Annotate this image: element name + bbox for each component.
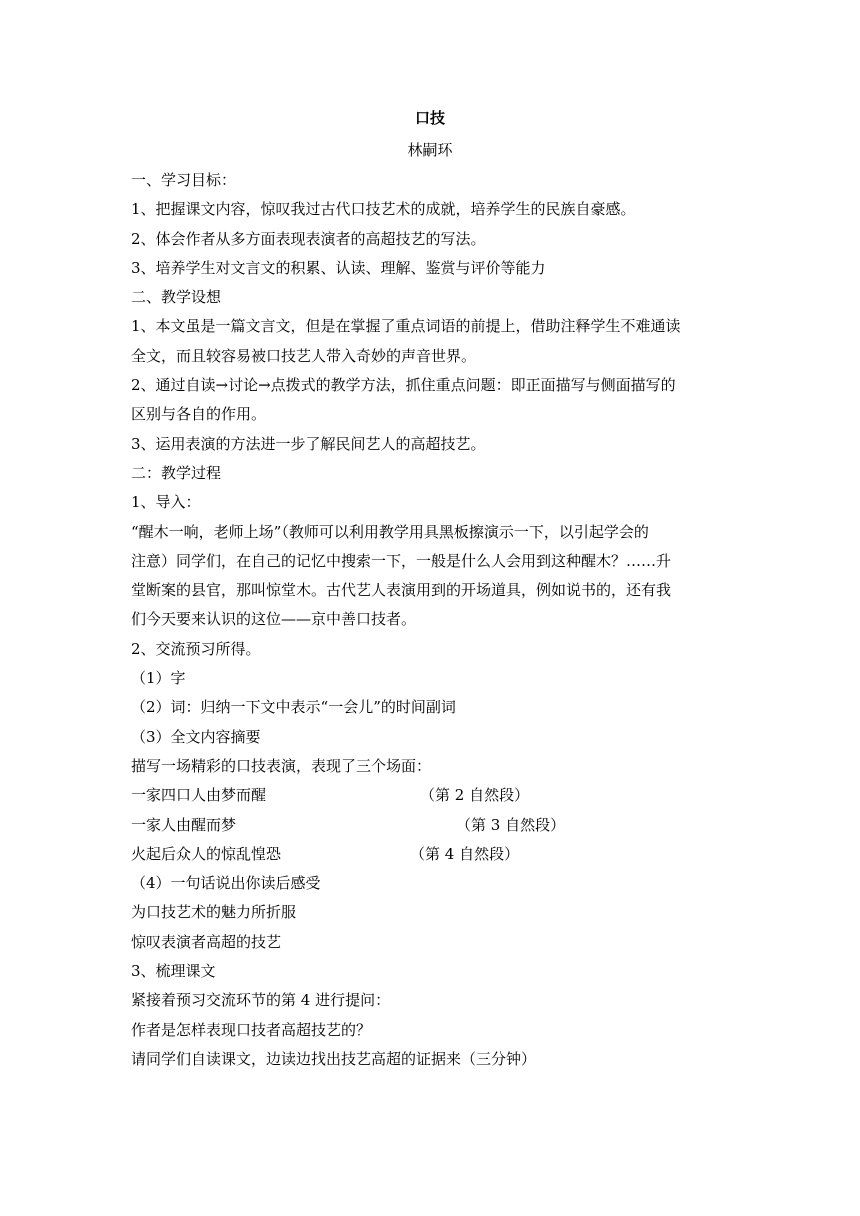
organize-instruction: 请同学们自读课文，边读边找出技艺高超的证据来（三分钟）: [131, 1049, 537, 1068]
heading-teaching-process: 二：教学过程: [131, 463, 222, 482]
document-author: 林嗣环: [407, 141, 453, 159]
step-intro: 1、导入：: [131, 493, 201, 512]
document-title: 口技: [414, 109, 445, 127]
scene-row-3: [131, 840, 731, 869]
preview-item-3: （3）全文内容摘要: [131, 727, 261, 746]
idea-3: 3、运用表演的方法进一步了解民间艺人的高超技艺。: [131, 434, 486, 453]
heading-learning-goals: 一、学习目标：: [131, 171, 237, 189]
scene-3-paragraph-tag: （第 4 自然段）: [410, 844, 520, 863]
feeling-2: 惊叹表演者高超的技艺: [131, 932, 282, 951]
scene-row-1: [131, 781, 731, 810]
goal-1: 1、把握课文内容，惊叹我过古代口技艺术的成就，培养学生的民族自豪感。: [131, 200, 636, 219]
preview-item-4: （4）一句话说出你读后感受: [131, 874, 321, 893]
idea-1-line-1: 1、本文虽是一篇文言文，但是在掌握了重点词语的前提上，借助注释学生不难通读: [131, 317, 681, 336]
preview-item-2: （2）词：归纳一下文中表示“一会儿”的时间副词: [131, 698, 456, 717]
document-body: [131, 166, 731, 1074]
organize-question: 作者是怎样表现口技者高超技艺的？: [131, 1020, 372, 1039]
summary-intro: 描写一场精彩的口技表演，表现了三个场面：: [131, 756, 432, 775]
step-preview-exchange: 2、交流预习所得。: [131, 639, 261, 658]
scene-3-text: 火起后众人的惊乱惶恐: [131, 844, 282, 863]
idea-1-line-2: 全文，而且较容易被口技艺人带入奇妙的声音世界。: [131, 346, 477, 365]
intro-paragraph-line-4: 们今天要来认识的这位——京中善口技者。: [131, 610, 417, 629]
scene-2-text: 一家人由醒而梦: [131, 815, 237, 834]
idea-2-line-2: 区别与各自的作用。: [131, 405, 267, 424]
intro-paragraph-line-3: 堂断案的县官，那叫惊堂木。古代艺人表演用到的开场道具，例如说书的，还有我: [131, 581, 672, 600]
scene-1-text: 一家四口人由梦而醒: [131, 786, 267, 805]
scene-2-paragraph-tag: （第 3 自然段）: [456, 815, 566, 834]
heading-teaching-ideas: 二、教学设想: [131, 288, 222, 307]
goal-3: 3、培养学生对文言文的积累、认读、理解、鉴赏与评价等能力: [131, 258, 546, 277]
feeling-1: 为口技艺术的魅力所折服: [131, 903, 297, 922]
scene-row-2: [131, 811, 731, 840]
idea-2-line-1: 2、通过自读→讨论→点拨式的教学方法，抓住重点问题：即正面描写与侧面描写的: [131, 376, 676, 395]
scene-1-paragraph-tag: （第 2 自然段）: [420, 786, 530, 805]
step-organize-text: 3、梳理课文: [131, 962, 216, 981]
intro-paragraph-line-1: “醒木一响，老师上场”（教师可以利用教学用具黑板擦演示一下，以引起学会的: [131, 522, 649, 541]
goal-2: 2、体会作者从多方面表现表演者的高超技艺的写法。: [131, 229, 486, 248]
preview-item-1: （1）字: [131, 669, 186, 688]
organize-line-1: 紧接着预习交流环节的第 4 进行提问：: [131, 991, 391, 1010]
intro-paragraph-line-2: 注意）同学们，在自己的记忆中搜索一下，一般是什么人会用到这种醒木？……升: [131, 551, 672, 570]
